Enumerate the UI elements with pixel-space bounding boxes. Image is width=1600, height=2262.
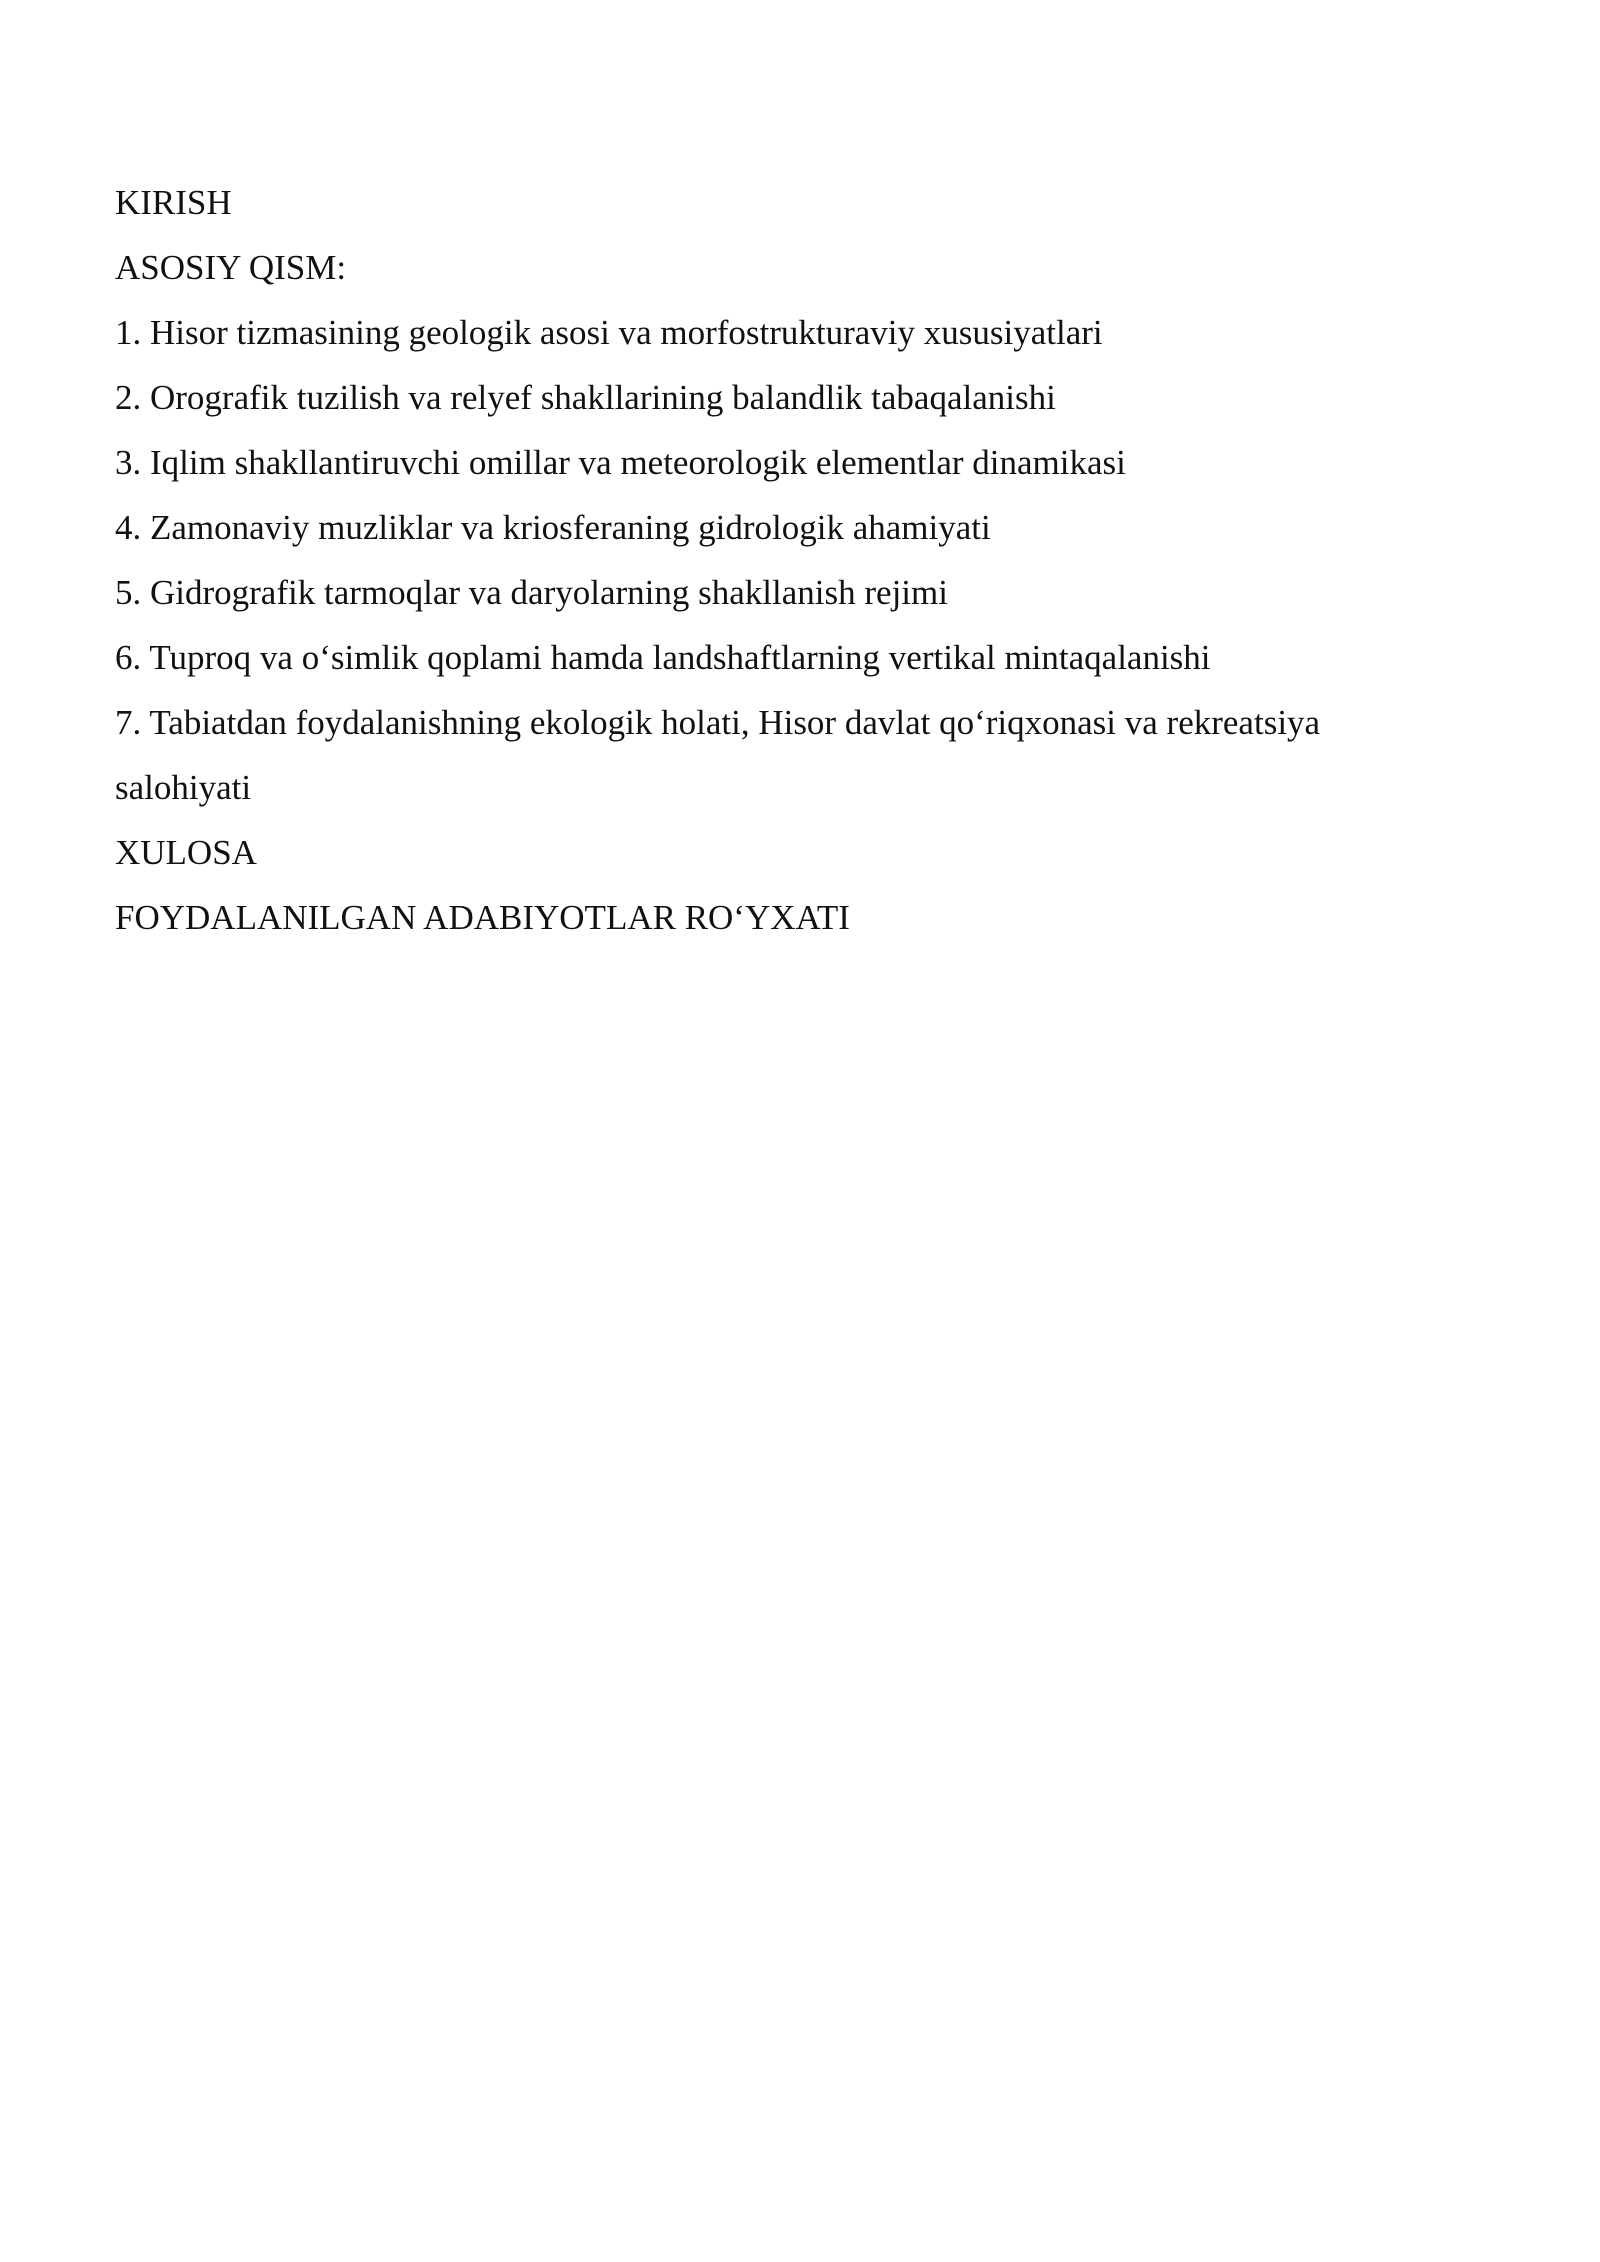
toc-item-7: 7. Tabiatdan foydalanishning ekologik holati, Hisor davlat qo‘riqxonasi va rekreatsiya salohiyati [115, 703, 1321, 807]
toc-main-part: ASOSIY QISM: [115, 248, 347, 287]
table-of-contents [115, 170, 1455, 950]
toc-item-4: 4. Zamonaviy muzliklar va kriosferaning gidrologik ahamiyati [115, 508, 991, 547]
toc-item-2: 2. Orografik tuzilish va relyef shakllarining balandlik tabaqalanishi [115, 378, 1056, 417]
toc-references: FOYDALANILGAN ADABIYOTLAR RO‘YXATI [115, 898, 850, 937]
toc-intro: KIRISH [115, 183, 232, 222]
toc-item-6: 6. Tuproq va o‘simlik qoplami hamda landshaftlarning vertikal mintaqalanishi [115, 638, 1211, 677]
toc-item-3: 3. Iqlim shakllantiruvchi omillar va meteorologik elementlar dinamikasi [115, 443, 1126, 482]
toc-item-5: 5. Gidrografik tarmoqlar va daryolarning shakllanish rejimi [115, 573, 948, 612]
toc-item-1: 1. Hisor tizmasining geologik asosi va morfostrukturaviy xususiyatlari [115, 313, 1103, 352]
toc-conclusion: XULOSA [115, 833, 257, 872]
